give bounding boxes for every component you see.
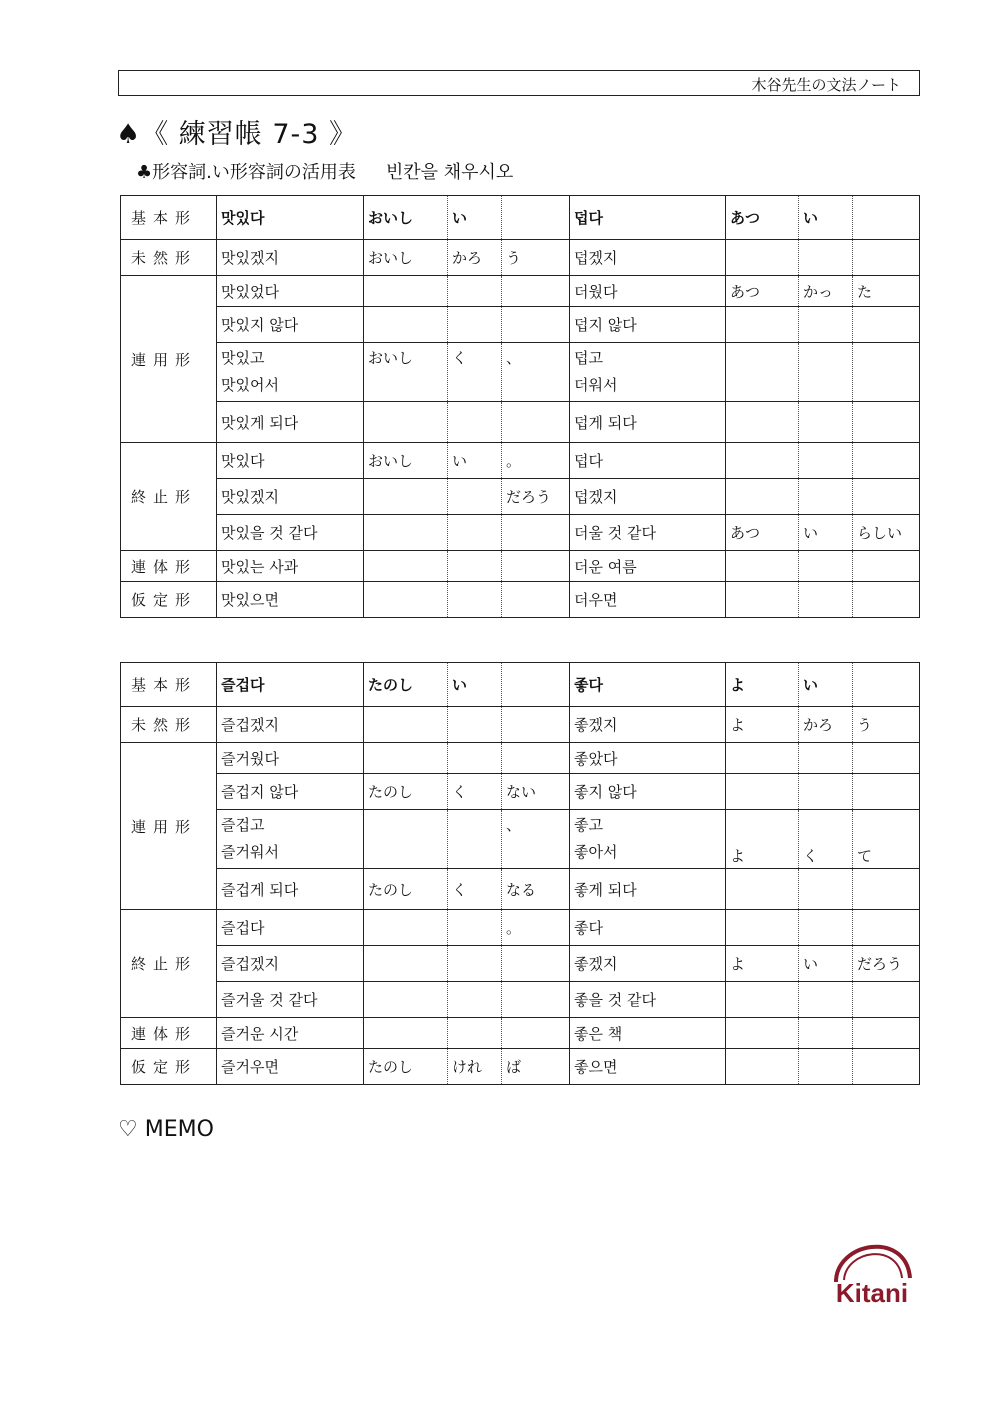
answer-cell[interactable]: だろう xyxy=(502,479,570,515)
answer-cell[interactable]: たのし xyxy=(364,1049,448,1085)
answer-cell[interactable] xyxy=(853,1049,920,1085)
subtitle-text: ♣形容詞.い形容詞の活用表 xyxy=(136,162,356,183)
korean-form-cell: 맛있겠지 xyxy=(217,240,364,276)
answer-cell[interactable] xyxy=(853,869,920,910)
answer-cell[interactable] xyxy=(502,946,570,982)
answer-cell[interactable]: 、 xyxy=(502,343,570,402)
note-title: 木谷先生の文法ノート xyxy=(751,76,901,94)
answer-cell[interactable] xyxy=(364,307,448,343)
answer-cell[interactable] xyxy=(799,1049,853,1085)
answer-cell[interactable] xyxy=(502,515,570,551)
answer-cell[interactable] xyxy=(799,1018,853,1049)
answer-cell[interactable] xyxy=(364,402,448,443)
answer-cell[interactable]: 。 xyxy=(502,910,570,946)
answer-cell[interactable] xyxy=(448,743,502,774)
category-cell: 基本形 xyxy=(121,663,217,707)
korean-form-cell: 더웠다 xyxy=(570,276,726,307)
category-cell: 仮定形 xyxy=(121,1049,217,1085)
answer-cell[interactable] xyxy=(853,1018,920,1049)
korean-form-cell xyxy=(570,810,726,869)
answer-cell[interactable] xyxy=(448,910,502,946)
answer-cell[interactable]: たのし xyxy=(364,869,448,910)
table-row xyxy=(121,869,920,910)
table-row xyxy=(121,774,920,810)
category-cell: 連体形 xyxy=(121,1018,217,1049)
korean-form-cell: 맛있겠지 xyxy=(217,479,364,515)
conjugation-table-1 xyxy=(120,195,920,618)
korean-form-cell: 덥겠지 xyxy=(570,479,726,515)
korean-form-line: 맛있고 xyxy=(221,349,265,367)
korean-form-cell xyxy=(217,343,364,402)
korean-form-cell: 즐겁겠지 xyxy=(217,707,364,743)
subtitle xyxy=(136,158,513,184)
answer-cell[interactable] xyxy=(364,582,448,618)
answer-cell[interactable] xyxy=(448,582,502,618)
answer-cell[interactable] xyxy=(448,551,502,582)
answer-cell[interactable] xyxy=(853,479,920,515)
answer-cell[interactable] xyxy=(799,774,853,810)
korean-form-cell: 맛있다 xyxy=(217,443,364,479)
korean-form-cell: 맛있게 되다 xyxy=(217,402,364,443)
answer-cell[interactable]: い xyxy=(799,946,853,982)
table-row xyxy=(121,946,920,982)
answer-cell[interactable] xyxy=(448,515,502,551)
answer-cell[interactable] xyxy=(799,910,853,946)
answer-cell[interactable] xyxy=(853,743,920,774)
subtitle-instruction: 빈칸을 채우시오 xyxy=(385,162,514,183)
answer-cell[interactable] xyxy=(726,774,799,810)
answer-cell[interactable] xyxy=(448,1018,502,1049)
stem-cell: あつ xyxy=(726,196,799,240)
blank-cell xyxy=(853,663,920,707)
korean-form-cell: 맛있는 사과 xyxy=(217,551,364,582)
category-cell: 未然形 xyxy=(121,707,217,743)
answer-cell[interactable] xyxy=(726,402,799,443)
answer-cell[interactable] xyxy=(364,515,448,551)
answer-cell[interactable] xyxy=(448,479,502,515)
korean-form-cell: 더우면 xyxy=(570,582,726,618)
table-row xyxy=(121,551,920,582)
table-row xyxy=(121,910,920,946)
answer-cell[interactable] xyxy=(853,551,920,582)
answer-cell[interactable] xyxy=(726,240,799,276)
answer-cell[interactable] xyxy=(726,551,799,582)
answer-cell[interactable] xyxy=(726,479,799,515)
answer-cell[interactable] xyxy=(853,774,920,810)
logo-graphic xyxy=(822,1224,922,1310)
table-row xyxy=(121,240,920,276)
answer-cell[interactable] xyxy=(364,743,448,774)
answer-cell[interactable] xyxy=(448,402,502,443)
blank-cell xyxy=(502,663,570,707)
answer-cell[interactable] xyxy=(799,869,853,910)
answer-cell[interactable]: あつ xyxy=(726,515,799,551)
answer-cell[interactable]: だろう xyxy=(853,946,920,982)
answer-cell[interactable] xyxy=(726,307,799,343)
answer-cell[interactable]: かろ xyxy=(448,240,502,276)
korean-form-line: 즐겁고 xyxy=(221,816,265,834)
stem-cell: よ xyxy=(726,663,799,707)
answer-cell[interactable]: よ xyxy=(726,810,799,869)
korean-form-cell: 즐겁다 xyxy=(217,910,364,946)
answer-cell[interactable]: けれ xyxy=(448,1049,502,1085)
korean-form-cell: 좋으면 xyxy=(570,1049,726,1085)
answer-cell[interactable]: い xyxy=(448,443,502,479)
answer-cell[interactable] xyxy=(364,910,448,946)
korean-form-cell: 좋지 않다 xyxy=(570,774,726,810)
korean-form-cell: 좋을 것 같다 xyxy=(570,982,726,1018)
answer-cell[interactable]: かっ xyxy=(799,276,853,307)
answer-cell[interactable] xyxy=(448,946,502,982)
table-row xyxy=(121,982,920,1018)
table-row xyxy=(121,663,920,707)
table-row xyxy=(121,1049,920,1085)
table-row xyxy=(121,343,920,402)
korean-form-cell: 즐거우면 xyxy=(217,1049,364,1085)
answer-cell[interactable]: 、 xyxy=(502,810,570,869)
korean-form-cell: 덥게 되다 xyxy=(570,402,726,443)
korean-form-cell: 덥지 않다 xyxy=(570,307,726,343)
korean-form-cell: 좋겠지 xyxy=(570,946,726,982)
korean-form-cell: 맛있었다 xyxy=(217,276,364,307)
answer-cell[interactable] xyxy=(502,743,570,774)
answer-cell[interactable] xyxy=(799,307,853,343)
blank-cell xyxy=(502,196,570,240)
answer-cell[interactable]: おいし xyxy=(364,240,448,276)
answer-cell[interactable] xyxy=(502,982,570,1018)
answer-cell[interactable]: たのし xyxy=(364,774,448,810)
answer-cell[interactable]: よ xyxy=(726,707,799,743)
answer-cell[interactable] xyxy=(364,982,448,1018)
korean-form-cell: 즐겁게 되다 xyxy=(217,869,364,910)
page-title: ♠《 練習帳 7-3 》 xyxy=(116,119,358,150)
kitani-logo xyxy=(822,1224,922,1310)
conjugation-table-2 xyxy=(120,662,920,1085)
answer-cell[interactable] xyxy=(364,1018,448,1049)
korean-form-cell: 좋다 xyxy=(570,910,726,946)
answer-cell[interactable] xyxy=(726,1018,799,1049)
answer-cell[interactable] xyxy=(502,582,570,618)
ending-cell: い xyxy=(799,196,853,240)
answer-cell[interactable]: く xyxy=(448,774,502,810)
answer-cell[interactable]: て xyxy=(853,810,920,869)
answer-cell[interactable] xyxy=(799,982,853,1018)
answer-cell[interactable] xyxy=(726,869,799,910)
answer-cell[interactable]: なる xyxy=(502,869,570,910)
answer-cell[interactable] xyxy=(853,443,920,479)
answer-cell[interactable] xyxy=(853,402,920,443)
answer-cell[interactable] xyxy=(502,307,570,343)
header-box xyxy=(118,70,920,96)
answer-cell[interactable] xyxy=(364,479,448,515)
answer-cell[interactable] xyxy=(502,1018,570,1049)
answer-cell[interactable] xyxy=(853,582,920,618)
answer-cell[interactable] xyxy=(726,443,799,479)
category-cell: 連用形 xyxy=(121,276,217,443)
answer-cell[interactable] xyxy=(799,743,853,774)
korean-form-cell: 덥겠지 xyxy=(570,240,726,276)
answer-cell[interactable]: ない xyxy=(502,774,570,810)
korean-form-cell: 즐겁지 않다 xyxy=(217,774,364,810)
answer-cell[interactable]: い xyxy=(799,515,853,551)
category-cell: 終止形 xyxy=(121,443,217,551)
answer-cell[interactable]: 。 xyxy=(502,443,570,479)
answer-cell[interactable] xyxy=(726,743,799,774)
category-cell: 仮定形 xyxy=(121,582,217,618)
answer-cell[interactable] xyxy=(853,982,920,1018)
answer-cell[interactable]: かろ xyxy=(799,707,853,743)
korean-form-cell: 맛있을 것 같다 xyxy=(217,515,364,551)
answer-cell[interactable]: あつ xyxy=(726,276,799,307)
logo-arc xyxy=(836,1247,910,1282)
answer-cell[interactable] xyxy=(726,910,799,946)
table-row xyxy=(121,196,920,240)
answer-cell[interactable]: う xyxy=(502,240,570,276)
answer-cell[interactable]: く xyxy=(799,810,853,869)
memo-heading: ♡ MEMO xyxy=(118,1117,214,1142)
table-row xyxy=(121,707,920,743)
answer-cell[interactable]: く xyxy=(448,869,502,910)
ending-cell: い xyxy=(448,663,502,707)
korean-form-cell: 더운 여름 xyxy=(570,551,726,582)
answer-cell[interactable] xyxy=(853,343,920,402)
korean-form-line: 덥고 xyxy=(574,349,603,367)
answer-cell[interactable] xyxy=(364,810,448,869)
table-row xyxy=(121,515,920,551)
logo-text: Kitani xyxy=(835,1278,909,1308)
category-cell: 連用形 xyxy=(121,743,217,910)
korean-form-line: 맛있어서 xyxy=(221,376,279,394)
answer-cell[interactable]: おいし xyxy=(364,343,448,402)
korean-form-cell xyxy=(217,810,364,869)
answer-cell[interactable]: おいし xyxy=(364,443,448,479)
table-row xyxy=(121,276,920,307)
answer-cell[interactable] xyxy=(799,443,853,479)
table-row xyxy=(121,443,920,479)
table-row xyxy=(121,810,920,869)
korean-form-cell: 좋았다 xyxy=(570,743,726,774)
answer-cell[interactable] xyxy=(502,276,570,307)
answer-cell[interactable]: よ xyxy=(726,946,799,982)
answer-cell[interactable]: く xyxy=(448,343,502,402)
table-row xyxy=(121,307,920,343)
stem-cell: たのし xyxy=(364,663,448,707)
korean-form-cell: 좋은 책 xyxy=(570,1018,726,1049)
word-cell: 좋다 xyxy=(570,663,726,707)
korean-form-line: 좋아서 xyxy=(574,843,618,861)
category-cell: 終止形 xyxy=(121,910,217,1018)
blank-cell xyxy=(853,196,920,240)
answer-cell[interactable]: ば xyxy=(502,1049,570,1085)
korean-form-cell: 즐거웠다 xyxy=(217,743,364,774)
answer-cell[interactable] xyxy=(853,240,920,276)
korean-form-cell: 즐거운 시간 xyxy=(217,1018,364,1049)
answer-cell[interactable] xyxy=(853,307,920,343)
korean-form-cell: 좋겠지 xyxy=(570,707,726,743)
table-row xyxy=(121,743,920,774)
category-cell: 連体形 xyxy=(121,551,217,582)
answer-cell[interactable] xyxy=(799,479,853,515)
table-row xyxy=(121,479,920,515)
korean-form-cell: 즐거울 것 같다 xyxy=(217,982,364,1018)
answer-cell[interactable] xyxy=(448,307,502,343)
answer-cell[interactable] xyxy=(364,551,448,582)
korean-form-cell: 좋게 되다 xyxy=(570,869,726,910)
word-cell: 즐겁다 xyxy=(217,663,364,707)
answer-cell[interactable] xyxy=(799,551,853,582)
answer-cell[interactable] xyxy=(853,910,920,946)
ending-cell: い xyxy=(448,196,502,240)
answer-cell[interactable] xyxy=(726,582,799,618)
korean-form-line: 좋고 xyxy=(574,816,603,834)
answer-cell[interactable] xyxy=(448,982,502,1018)
table-row xyxy=(121,582,920,618)
answer-cell[interactable] xyxy=(799,343,853,402)
answer-cell[interactable] xyxy=(726,1049,799,1085)
answer-cell[interactable] xyxy=(726,343,799,402)
answer-cell[interactable] xyxy=(726,982,799,1018)
answer-cell[interactable] xyxy=(502,551,570,582)
answer-cell[interactable] xyxy=(502,402,570,443)
ending-cell: い xyxy=(799,663,853,707)
korean-form-cell: 더울 것 같다 xyxy=(570,515,726,551)
answer-cell[interactable]: た xyxy=(853,276,920,307)
korean-form-cell: 덥다 xyxy=(570,443,726,479)
answer-cell[interactable] xyxy=(448,276,502,307)
answer-cell[interactable]: う xyxy=(853,707,920,743)
stem-cell: おいし xyxy=(364,196,448,240)
answer-cell[interactable] xyxy=(364,946,448,982)
korean-form-line: 즐거워서 xyxy=(221,843,279,861)
korean-form-cell: 즐겁겠지 xyxy=(217,946,364,982)
answer-cell[interactable] xyxy=(364,707,448,743)
category-cell: 未然形 xyxy=(121,240,217,276)
answer-cell[interactable] xyxy=(799,582,853,618)
answer-cell[interactable]: らしい xyxy=(853,515,920,551)
answer-cell[interactable] xyxy=(799,402,853,443)
korean-form-cell: 맛있지 않다 xyxy=(217,307,364,343)
word-cell: 맛있다 xyxy=(217,196,364,240)
korean-form-line: 더워서 xyxy=(574,376,618,394)
table-row xyxy=(121,1018,920,1049)
korean-form-cell xyxy=(570,343,726,402)
korean-form-cell: 맛있으면 xyxy=(217,582,364,618)
logo-arc-inner xyxy=(844,1254,902,1280)
answer-cell[interactable] xyxy=(799,240,853,276)
table-row xyxy=(121,402,920,443)
word-cell: 덥다 xyxy=(570,196,726,240)
answer-cell[interactable] xyxy=(448,707,502,743)
answer-cell[interactable] xyxy=(502,707,570,743)
answer-cell[interactable] xyxy=(364,276,448,307)
answer-cell[interactable] xyxy=(448,810,502,869)
category-cell: 基本形 xyxy=(121,196,217,240)
